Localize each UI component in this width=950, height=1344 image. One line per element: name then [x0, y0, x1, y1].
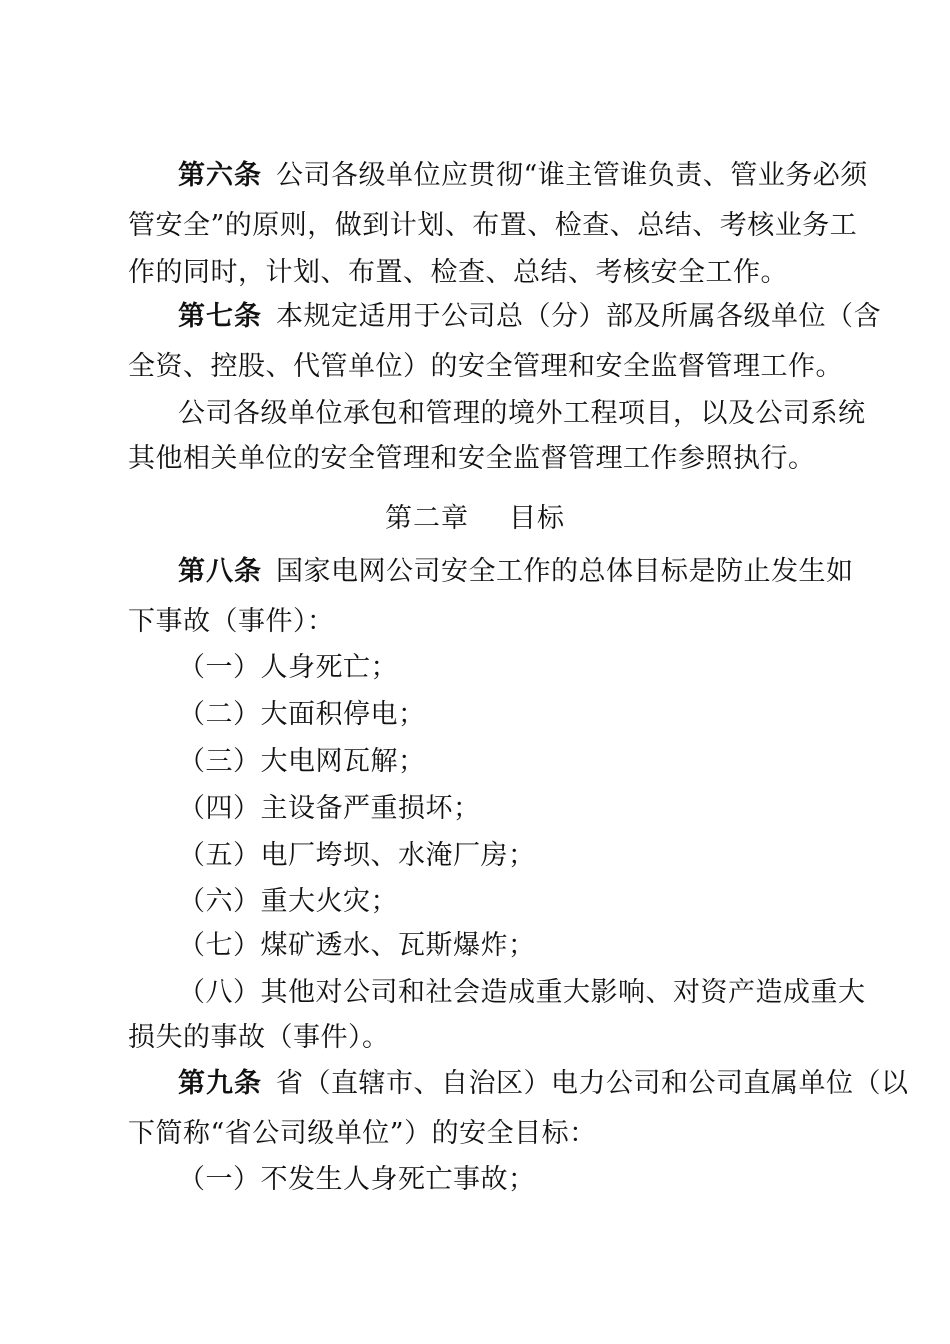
list-item: （八）其他对公司和社会造成重大影响、对资产造成重大: [178, 977, 866, 1008]
article-6-title: 第六条: [178, 160, 262, 191]
article-7-line-1: [178, 299, 881, 335]
article-8-line-1: [178, 554, 854, 590]
list-item: （三）大电网瓦解；: [178, 746, 426, 777]
chapter-label: 第二章: [385, 503, 469, 534]
article-8-title: 第八条: [178, 556, 262, 587]
article-9-line-2: 下简称“省公司级单位”）的安全目标：: [128, 1118, 597, 1149]
list-item: （一）人身死亡；: [178, 652, 398, 683]
article-7-line-2: 全资、控股、代管单位）的安全管理和安全监督管理工作。: [128, 351, 843, 382]
list-item: （一）不发生人身死亡事故；: [178, 1164, 536, 1195]
article-9-line-1: [178, 1066, 909, 1102]
article-9-title: 第九条: [178, 1068, 262, 1099]
list-item: （六）重大火灾；: [178, 886, 398, 917]
article-6-line-2: 管安全”的原则，做到计划、布置、检查、总结、考核业务工: [128, 210, 858, 241]
article-7-text: 本规定适用于公司总（分）部及所属各级单位（含: [276, 301, 881, 332]
article-7-para-2-line-2: 其他相关单位的安全管理和安全监督管理工作参照执行。: [128, 443, 816, 474]
article-6-line-3: 作的同时，计划、布置、检查、总结、考核安全工作。: [128, 257, 788, 288]
list-item: （七）煤矿透水、瓦斯爆炸；: [178, 930, 536, 961]
list-item: （四）主设备严重损坏；: [178, 793, 481, 824]
article-7-para-2-line-1: 公司各级单位承包和管理的境外工程项目，以及公司系统: [178, 398, 866, 429]
chapter-title: 目标: [509, 503, 565, 534]
article-6-line-1: [178, 158, 868, 194]
chapter-heading: [0, 501, 950, 537]
article-8-text: 国家电网公司安全工作的总体目标是防止发生如: [276, 556, 854, 587]
article-8-line-2: 下事故（事件）：: [128, 606, 335, 637]
article-7-title: 第七条: [178, 301, 262, 332]
list-item-continuation: 损失的事故（事件）。: [128, 1022, 390, 1053]
list-item: （二）大面积停电；: [178, 699, 426, 730]
list-item: （五）电厂垮坝、水淹厂房；: [178, 840, 536, 871]
article-6-text: 公司各级单位应贯彻“谁主管谁负责、管业务必须: [276, 160, 868, 191]
article-9-text: 省（直辖市、自治区）电力公司和公司直属单位（以: [276, 1068, 909, 1099]
